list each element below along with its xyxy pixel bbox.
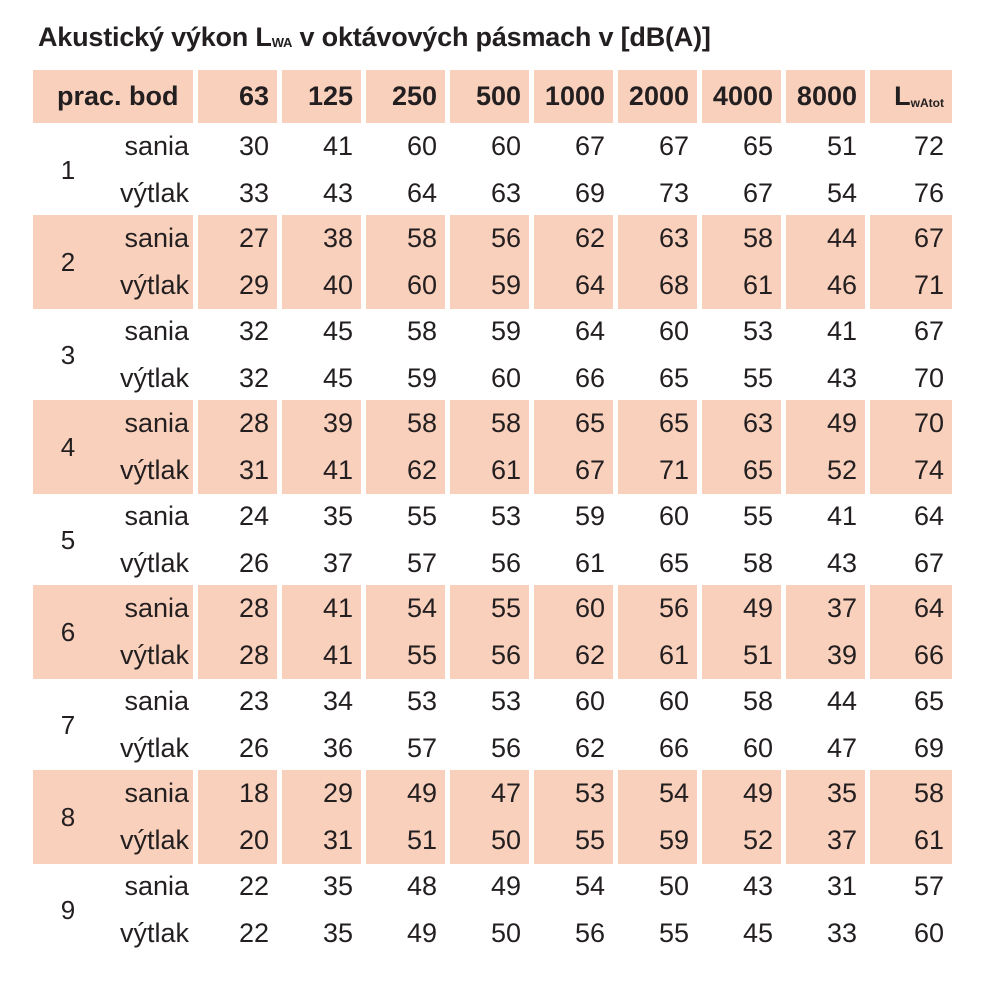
- value-cell: 60: [658, 686, 689, 716]
- value-cell: 57: [406, 548, 437, 578]
- value-cell: 47: [826, 733, 857, 763]
- value-cell: 41: [282, 447, 361, 494]
- row-label: výtlak: [103, 632, 193, 679]
- value-cell: 59: [574, 501, 605, 531]
- value-cell: 61: [574, 548, 605, 578]
- value-cell: 55: [658, 918, 689, 948]
- total-cell: 67: [913, 316, 944, 346]
- value-cell: 65: [534, 400, 613, 447]
- value-cell: 33: [238, 178, 269, 208]
- value-cell: 59: [406, 363, 437, 393]
- value-cell: 60: [406, 131, 437, 161]
- value-cell: 58: [366, 215, 445, 262]
- header-total: [870, 70, 952, 123]
- value-cell: 52: [786, 447, 865, 494]
- value-cell: 53: [534, 770, 613, 817]
- value-cell: 61: [450, 447, 529, 494]
- row-label: sania: [103, 770, 193, 817]
- value-cell: 53: [490, 501, 521, 531]
- value-cell: 68: [618, 262, 697, 309]
- total-cell: 61: [870, 817, 952, 864]
- value-cell: 65: [658, 363, 689, 393]
- acoustic-power-table: [33, 70, 960, 957]
- value-cell: 32: [238, 316, 269, 346]
- value-cell: 28: [198, 400, 277, 447]
- value-cell: 58: [702, 215, 781, 262]
- table-row: [103, 493, 952, 540]
- value-cell: 35: [786, 770, 865, 817]
- operating-point-number: 1: [60, 154, 76, 185]
- value-cell: 58: [406, 316, 437, 346]
- value-cell: 55: [534, 817, 613, 864]
- value-cell: 39: [282, 400, 361, 447]
- value-cell: 50: [658, 871, 689, 901]
- value-cell: 49: [406, 918, 437, 948]
- header-band: 250: [366, 70, 445, 123]
- header-row: [33, 70, 960, 123]
- value-cell: 60: [658, 501, 689, 531]
- value-cell: 62: [534, 632, 613, 679]
- header-total-sub: wAtot: [910, 95, 944, 110]
- total-cell: 70: [870, 400, 952, 447]
- value-cell: 62: [534, 215, 613, 262]
- value-cell: 35: [322, 871, 353, 901]
- header-band: 500: [450, 70, 529, 123]
- header-operating-point: prac. bod: [33, 70, 193, 123]
- value-cell: 38: [282, 215, 361, 262]
- value-cell: 56: [490, 733, 521, 763]
- value-cell: 60: [574, 686, 605, 716]
- value-cell: 39: [786, 632, 865, 679]
- table-title: [38, 22, 711, 53]
- value-cell: 41: [282, 632, 361, 679]
- value-cell: 67: [742, 178, 773, 208]
- value-cell: 43: [826, 363, 857, 393]
- table-row: [103, 585, 952, 632]
- value-cell: 28: [198, 632, 277, 679]
- value-cell: 50: [490, 918, 521, 948]
- operating-point-number: 6: [33, 585, 103, 679]
- header-band: 8000: [786, 70, 865, 123]
- total-cell: 70: [913, 363, 944, 393]
- value-cell: 54: [574, 871, 605, 901]
- header-total-main: L: [894, 81, 911, 111]
- value-cell: 55: [742, 363, 773, 393]
- value-cell: 59: [450, 262, 529, 309]
- total-cell: 64: [870, 585, 952, 632]
- total-cell: 72: [913, 131, 944, 161]
- table-row: [103, 123, 952, 170]
- total-cell: 71: [870, 262, 952, 309]
- value-cell: 59: [618, 817, 697, 864]
- row-label: sania: [124, 686, 189, 716]
- value-cell: 63: [702, 400, 781, 447]
- operating-point-group: [33, 308, 960, 402]
- value-cell: 23: [238, 686, 269, 716]
- table-row: [103, 725, 952, 772]
- value-cell: 67: [534, 447, 613, 494]
- value-cell: 56: [490, 548, 521, 578]
- operating-point-number: 9: [60, 894, 76, 925]
- value-cell: 50: [450, 817, 529, 864]
- value-cell: 55: [406, 501, 437, 531]
- row-label: výtlak: [119, 363, 189, 393]
- value-cell: 66: [658, 733, 689, 763]
- operating-point-group: [33, 770, 960, 864]
- value-cell: 22: [238, 918, 269, 948]
- value-cell: 65: [618, 400, 697, 447]
- total-cell: 67: [870, 215, 952, 262]
- header-band: 63: [198, 70, 277, 123]
- value-cell: 27: [198, 215, 277, 262]
- value-cell: 49: [366, 770, 445, 817]
- row-label: výtlak: [119, 548, 189, 578]
- value-cell: 53: [742, 316, 773, 346]
- value-cell: 46: [786, 262, 865, 309]
- operating-point-number: 2: [33, 215, 103, 309]
- value-cell: 69: [574, 178, 605, 208]
- value-cell: 41: [826, 501, 857, 531]
- value-cell: 64: [534, 262, 613, 309]
- value-cell: 65: [658, 548, 689, 578]
- operating-point-group: [33, 678, 960, 772]
- operating-point-number: 7: [60, 709, 76, 740]
- value-cell: 41: [826, 316, 857, 346]
- operating-point-number: 4: [33, 400, 103, 494]
- value-cell: 57: [406, 733, 437, 763]
- total-cell: 69: [913, 733, 944, 763]
- value-cell: 62: [574, 733, 605, 763]
- operating-point-group: [33, 123, 960, 217]
- value-cell: 20: [198, 817, 277, 864]
- value-cell: 52: [702, 817, 781, 864]
- row-label: sania: [124, 871, 189, 901]
- value-cell: 49: [490, 871, 521, 901]
- value-cell: 36: [322, 733, 353, 763]
- value-cell: 64: [406, 178, 437, 208]
- value-cell: 73: [658, 178, 689, 208]
- value-cell: 55: [742, 501, 773, 531]
- value-cell: 51: [366, 817, 445, 864]
- row-label: sania: [124, 501, 189, 531]
- total-cell: 58: [870, 770, 952, 817]
- value-cell: 60: [742, 733, 773, 763]
- value-cell: 29: [282, 770, 361, 817]
- value-cell: 45: [322, 363, 353, 393]
- table-row: [103, 447, 952, 494]
- value-cell: 58: [450, 400, 529, 447]
- value-cell: 55: [450, 585, 529, 632]
- value-cell: 44: [826, 686, 857, 716]
- value-cell: 54: [826, 178, 857, 208]
- value-cell: 56: [450, 215, 529, 262]
- value-cell: 49: [702, 770, 781, 817]
- value-cell: 37: [322, 548, 353, 578]
- total-cell: 66: [870, 632, 952, 679]
- value-cell: 43: [742, 871, 773, 901]
- value-cell: 56: [574, 918, 605, 948]
- row-label: sania: [103, 400, 193, 447]
- value-cell: 43: [322, 178, 353, 208]
- operating-point-group: [33, 863, 960, 957]
- header-band: 125: [282, 70, 361, 123]
- value-cell: 28: [198, 585, 277, 632]
- row-label: výtlak: [119, 733, 189, 763]
- row-label: sania: [103, 215, 193, 262]
- operating-point-number: 3: [60, 339, 76, 370]
- value-cell: 60: [490, 363, 521, 393]
- value-cell: 49: [702, 585, 781, 632]
- value-cell: 29: [198, 262, 277, 309]
- total-cell: 65: [913, 686, 944, 716]
- value-cell: 54: [618, 770, 697, 817]
- value-cell: 64: [574, 316, 605, 346]
- value-cell: 18: [198, 770, 277, 817]
- title-rest: v oktávových pásmach v [dB(A)]: [292, 22, 711, 52]
- value-cell: 56: [450, 632, 529, 679]
- operating-point-group: [33, 215, 960, 309]
- table-body: [33, 123, 960, 957]
- value-cell: 47: [450, 770, 529, 817]
- value-cell: 37: [786, 585, 865, 632]
- value-cell: 65: [742, 131, 773, 161]
- value-cell: 53: [406, 686, 437, 716]
- value-cell: 53: [490, 686, 521, 716]
- total-cell: 57: [913, 871, 944, 901]
- value-cell: 40: [282, 262, 361, 309]
- row-label: výtlak: [119, 918, 189, 948]
- value-cell: 58: [366, 400, 445, 447]
- row-label: výtlak: [103, 262, 193, 309]
- value-cell: 59: [490, 316, 521, 346]
- table-row: [103, 170, 952, 217]
- table-row: [103, 215, 952, 262]
- header-band: 1000: [534, 70, 613, 123]
- value-cell: 32: [238, 363, 269, 393]
- title-subscript: WA: [271, 35, 293, 50]
- value-cell: 41: [282, 585, 361, 632]
- value-cell: 54: [366, 585, 445, 632]
- value-cell: 31: [826, 871, 857, 901]
- value-cell: 34: [322, 686, 353, 716]
- value-cell: 67: [658, 131, 689, 161]
- total-cell: 76: [913, 178, 944, 208]
- value-cell: 22: [238, 871, 269, 901]
- value-cell: 51: [702, 632, 781, 679]
- row-label: výtlak: [119, 178, 189, 208]
- value-cell: 67: [574, 131, 605, 161]
- value-cell: 43: [826, 548, 857, 578]
- value-cell: 31: [282, 817, 361, 864]
- value-cell: 24: [238, 501, 269, 531]
- value-cell: 35: [322, 918, 353, 948]
- operating-point-number: 8: [33, 770, 103, 864]
- value-cell: 49: [786, 400, 865, 447]
- value-cell: 30: [238, 131, 269, 161]
- value-cell: 26: [238, 548, 269, 578]
- value-cell: 45: [322, 316, 353, 346]
- value-cell: 60: [366, 262, 445, 309]
- value-cell: 66: [574, 363, 605, 393]
- value-cell: 60: [490, 131, 521, 161]
- value-cell: 37: [786, 817, 865, 864]
- value-cell: 41: [322, 131, 353, 161]
- value-cell: 71: [618, 447, 697, 494]
- table-row: [103, 632, 952, 679]
- table-row: [103, 262, 952, 309]
- header-band: 2000: [618, 70, 697, 123]
- header-band: 4000: [702, 70, 781, 123]
- value-cell: 44: [786, 215, 865, 262]
- value-cell: 61: [618, 632, 697, 679]
- value-cell: 31: [198, 447, 277, 494]
- value-cell: 26: [238, 733, 269, 763]
- table-row: [103, 863, 952, 910]
- table-row: [103, 817, 952, 864]
- total-cell: 74: [870, 447, 952, 494]
- operating-point-group: [33, 400, 960, 494]
- table-row: [103, 355, 952, 402]
- total-cell: 64: [913, 501, 944, 531]
- total-cell: 60: [913, 918, 944, 948]
- row-label: sania: [124, 131, 189, 161]
- table-row: [103, 770, 952, 817]
- value-cell: 56: [618, 585, 697, 632]
- row-label: výtlak: [103, 447, 193, 494]
- value-cell: 60: [658, 316, 689, 346]
- title-main: Akustický výkon L: [38, 22, 272, 52]
- value-cell: 63: [618, 215, 697, 262]
- value-cell: 55: [366, 632, 445, 679]
- value-cell: 45: [742, 918, 773, 948]
- table-row: [103, 678, 952, 725]
- value-cell: 65: [702, 447, 781, 494]
- operating-point-group: [33, 585, 960, 679]
- table-row: [103, 400, 952, 447]
- row-label: sania: [103, 585, 193, 632]
- table-row: [103, 540, 952, 587]
- value-cell: 33: [826, 918, 857, 948]
- value-cell: 61: [702, 262, 781, 309]
- table-row: [103, 910, 952, 957]
- row-label: sania: [124, 316, 189, 346]
- value-cell: 51: [826, 131, 857, 161]
- value-cell: 58: [742, 548, 773, 578]
- value-cell: 58: [742, 686, 773, 716]
- total-cell: 67: [913, 548, 944, 578]
- value-cell: 60: [534, 585, 613, 632]
- table-row: [103, 308, 952, 355]
- value-cell: 63: [490, 178, 521, 208]
- operating-point-number: 5: [60, 524, 76, 555]
- row-label: výtlak: [103, 817, 193, 864]
- value-cell: 48: [406, 871, 437, 901]
- value-cell: 35: [322, 501, 353, 531]
- value-cell: 62: [366, 447, 445, 494]
- operating-point-group: [33, 493, 960, 587]
